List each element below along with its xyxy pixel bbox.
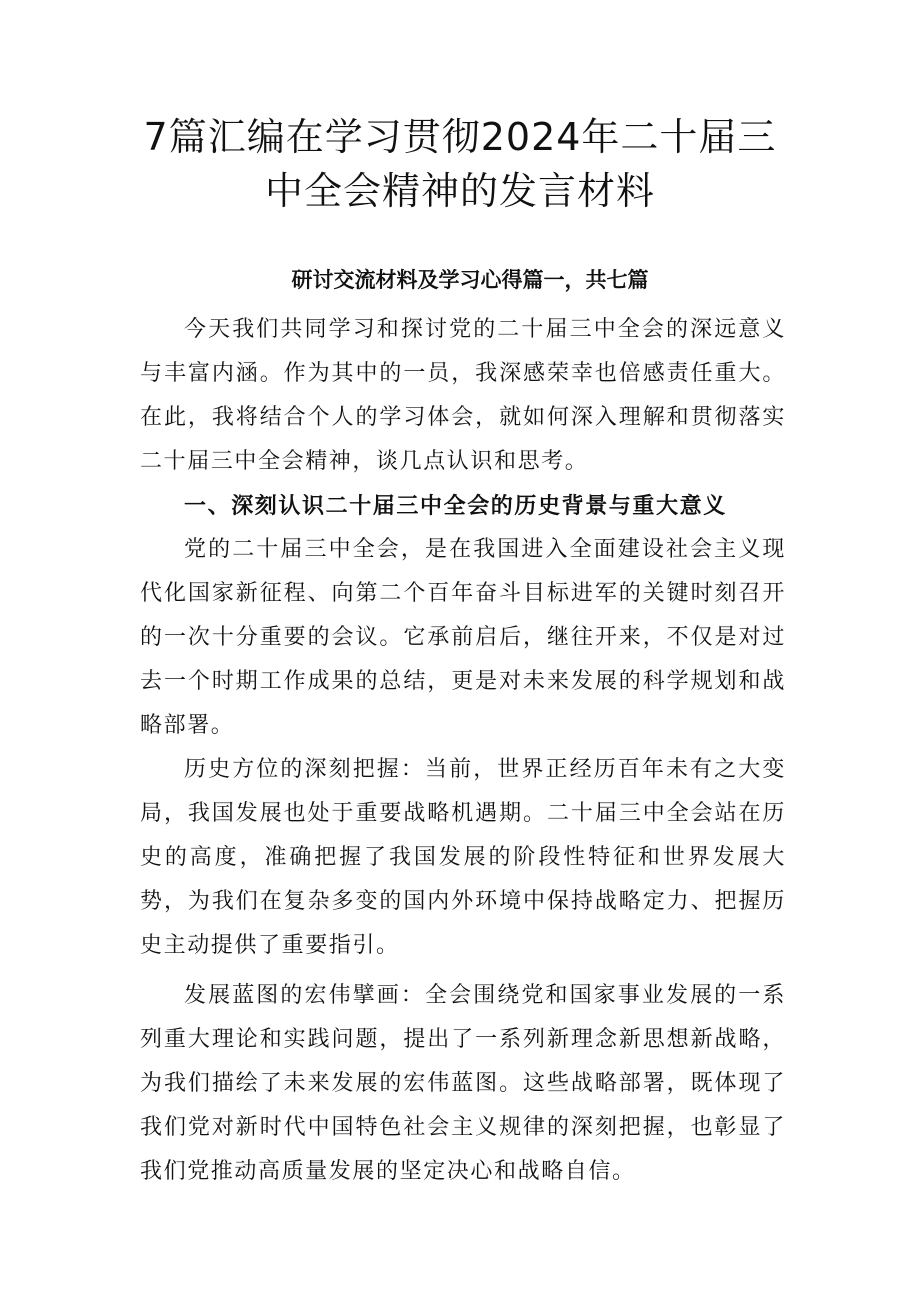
paragraph-background: 党的二十届三中全会，是在我国进入全面建设社会主义现代化国家新征程、向第二个百年奋斗目标进军的关键时刻召开的一次十分重要的会议。它承前启后，继往开来，不仅是对过去一个时期工作成果的总结，更是对未来发展的科学规划和战略部署。 <box>140 537 786 738</box>
document-subtitle: 研讨交流材料及学习心得篇一，共七篇 <box>291 267 649 292</box>
paragraph-development-blueprint: 发展蓝图的宏伟擘画：全会围绕党和国家事业发展的一系列重大理论和实践问题，提出了一系列新理念新思想新战略，为我们描绘了未来发展的宏伟蓝图。这些战略部署，既体现了我们党对新时代中国特色社会主义规律的深刻把握，也彰显了我们党推动高质量发展的坚定决心和战略自信。 <box>140 983 786 1184</box>
document-body <box>140 308 786 1194</box>
paragraph-historical-position: 历史方位的深刻把握：当前，世界正经历百年未有之大变局，我国发展也处于重要战略机遇期。二十届三中全会站在历史的高度，准确把握了我国发展的阶段性特征和世界发展大势，为我们在复杂多变的国内外环境中保持战略定力、把握历史主动提供了重要指引。 <box>140 757 786 958</box>
section-heading-1: 一、深刻认识二十届三中全会的历史背景与重大意义 <box>184 493 727 519</box>
paragraph-intro: 今天我们共同学习和探讨党的二十届三中全会的深远意义与丰富内涵。作为其中的一员，我深感荣幸也倍感责任重大。在此，我将结合个人的学习体会，就如何深入理解和贯彻落实二十届三中全会精神，谈几点认识和思考。 <box>140 317 786 474</box>
document-title: 7篇汇编在学习贯彻2024年二十届三中全会精神的发言材料 <box>143 115 777 213</box>
